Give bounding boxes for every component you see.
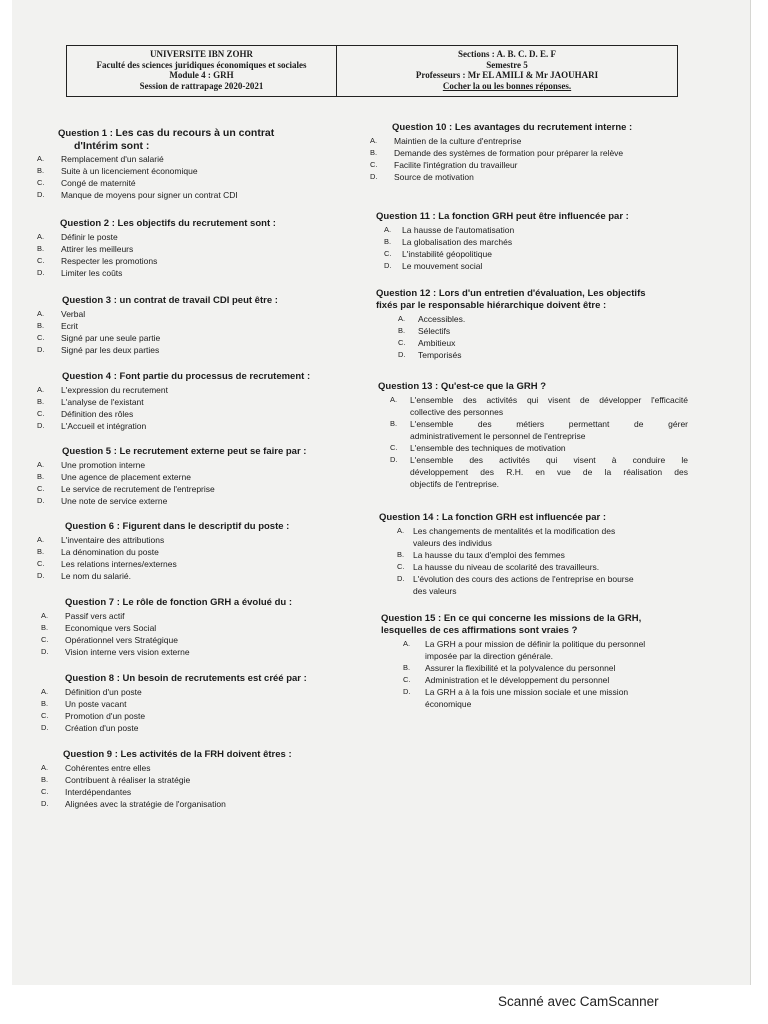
- option-b[interactable]: B. Contribuent à réaliser la stratégie: [41, 775, 191, 785]
- question-title: Question 15 : En ce qui concerne les missions de la GRH,: [381, 613, 642, 624]
- option-b[interactable]: B. Un poste vacant: [41, 699, 127, 709]
- option-a[interactable]: A. L'inventaire des attributions: [37, 535, 165, 545]
- option-c[interactable]: C. Promotion d'un poste: [41, 711, 146, 721]
- option-a[interactable]: A. Verbal: [37, 309, 86, 319]
- option-c[interactable]: C. Les relations internes/externes: [37, 559, 177, 569]
- question-title: Question 12 : Lors d'un entretien d'évaluation, Les objectifs: [376, 288, 646, 299]
- option-a[interactable]: A. Cohérentes entre elles: [41, 763, 151, 773]
- option-d[interactable]: D. L'évolution des cours des actions de l'entreprise en bourse des valeurs: [397, 574, 634, 596]
- options-list: [376, 313, 696, 361]
- options-list: [370, 135, 690, 183]
- option-b[interactable]: B. L'ensemble des métiers permettant de gérer administrativement le personnel de l'entreprise: [390, 419, 688, 441]
- question-title: Question 8 : Un besoin de recrutements est créé par :: [65, 673, 307, 684]
- option-d[interactable]: D. Vision interne vers vision externe: [41, 647, 190, 657]
- question-title: Question 3 : un contrat de travail CDI peut être :: [62, 295, 278, 306]
- header-right-cell: [337, 46, 677, 96]
- question-15: [381, 613, 691, 710]
- question-title: Question 1 : Les cas du recours à un contrat: [58, 127, 275, 139]
- question-title: Question 9 : Les activités de la FRH doivent êtres :: [63, 749, 292, 760]
- question-10: [370, 122, 690, 183]
- option-c[interactable]: C. Opérationnel vers Stratégique: [41, 635, 178, 645]
- question-3: [37, 295, 327, 356]
- question-title-line2: d'Intérim sont :: [74, 140, 150, 152]
- options-list: [37, 153, 327, 201]
- options-list: [379, 525, 689, 597]
- option-d[interactable]: D. Temporisés: [398, 350, 462, 360]
- option-d[interactable]: D. L'ensemble des activités qui visent à conduire le développement des R.H. en vue de la réalisation des objectifs de l'entreprise.: [390, 455, 688, 489]
- question-4: [37, 371, 337, 432]
- option-c[interactable]: C. Interdépendantes: [41, 787, 132, 797]
- question-title: Question 2 : Les objectifs du recrutement sont :: [60, 218, 276, 229]
- options-list: [37, 384, 337, 432]
- scanner-watermark: Scanné avec CamScanner: [498, 994, 659, 1009]
- faculty-name: Faculté des sciences juridiques économiques et sociales: [96, 59, 307, 70]
- option-a[interactable]: A. Remplacement d'un salarié: [37, 154, 164, 164]
- sections-line: Sections : A. B. C. D. E. F: [457, 49, 556, 59]
- option-d[interactable]: D. La GRH a à la fois une mission sociale et une mission économique: [403, 687, 629, 709]
- header-left-cell: [67, 46, 337, 96]
- option-b[interactable]: B. Ecrit: [37, 321, 78, 331]
- option-c[interactable]: C. Facilite l'intégration du travailleur: [370, 160, 518, 170]
- option-b[interactable]: B. Assurer la flexibilité et la polyvalence du personnel: [403, 663, 616, 673]
- option-c[interactable]: C. Signé par une seule partie: [37, 333, 161, 343]
- option-b[interactable]: B. L'analyse de l'existant: [37, 397, 144, 407]
- university-name: UNIVERSITE IBN ZOHR: [149, 49, 254, 59]
- option-a[interactable]: A. Passif vers actif: [41, 611, 125, 621]
- option-c[interactable]: C. Respecter les promotions: [37, 256, 158, 266]
- option-c[interactable]: C. Le service de recrutement de l'entreprise: [37, 484, 215, 494]
- option-a[interactable]: A. Maintien de la culture d'entreprise: [370, 136, 522, 146]
- option-d[interactable]: D. Création d'un poste: [41, 723, 139, 733]
- option-a[interactable]: A. Accessibles.: [398, 314, 466, 324]
- option-b[interactable]: B. Suite à un licenciement économique: [37, 166, 198, 176]
- options-list: [381, 638, 691, 710]
- option-a[interactable]: A. La GRH a pour mission de définir la politique du personnel imposée par la direction générale.: [403, 639, 646, 661]
- option-c[interactable]: C. Définition des rôles: [37, 409, 134, 419]
- question-13: [378, 381, 688, 490]
- option-b[interactable]: B. Sélectifs: [398, 326, 451, 336]
- option-d[interactable]: D. Le mouvement social: [384, 261, 483, 271]
- option-b[interactable]: B. La dénomination du poste: [37, 547, 159, 557]
- options-list: [41, 762, 341, 810]
- module-name: Module 4 : GRH: [169, 70, 234, 80]
- question-title-line2: lesquelles de ces affirmations sont vraies ?: [381, 625, 578, 636]
- option-b[interactable]: B. Economique vers Social: [41, 623, 157, 633]
- options-list: [376, 224, 696, 272]
- question-title: Question 5 : Le recrutement externe peut se faire par :: [62, 446, 307, 457]
- option-c[interactable]: C. Administration et le développement du personnel: [403, 675, 610, 685]
- option-a[interactable]: A. Définition d'un poste: [41, 687, 142, 697]
- semester-line: Semestre 5: [486, 59, 528, 70]
- options-list: [37, 308, 327, 356]
- option-c[interactable]: C. La hausse du niveau de scolarité des travailleurs.: [397, 562, 600, 572]
- question-5: [37, 446, 337, 507]
- question-title-line2: fixés par le responsable hiérarchique doivent être :: [376, 300, 607, 311]
- question-6: [37, 521, 337, 582]
- question-9: [41, 749, 341, 810]
- question-11: [376, 211, 696, 272]
- option-d[interactable]: D. Alignées avec la stratégie de l'organisation: [41, 799, 226, 809]
- option-a[interactable]: A. La hausse de l'automatisation: [384, 225, 515, 235]
- option-c[interactable]: C. L'ensemble des techniques de motivation: [390, 443, 566, 453]
- options-list: [37, 231, 327, 279]
- option-a[interactable]: A. Définir le poste: [37, 232, 118, 242]
- question-title: Question 13 : Qu'est-ce que la GRH ?: [378, 381, 547, 392]
- exam-header-table: [66, 45, 678, 97]
- options-list: [41, 686, 341, 734]
- option-a[interactable]: A. L'ensemble des activités qui visent de développer l'efficacité collective des personnes: [390, 395, 688, 417]
- question-12: [376, 288, 696, 361]
- options-list: [37, 534, 337, 582]
- option-b[interactable]: B. Une agence de placement externe: [37, 472, 191, 482]
- option-a[interactable]: A. Les changements de mentalités et la modification des valeurs des individus: [397, 526, 616, 548]
- question-title: Question 11 : La fonction GRH peut être influencée par :: [376, 211, 629, 222]
- session-name: Session de rattrapage 2020-2021: [139, 80, 264, 91]
- instructions-line: Cocher la ou les bonnes réponses.: [442, 80, 572, 91]
- options-list: [41, 610, 341, 658]
- options-list: [37, 459, 337, 507]
- options-list: [378, 394, 688, 490]
- option-b[interactable]: B. Demande des systèmes de formation pour préparer la relève: [370, 148, 624, 158]
- option-d[interactable]: D. Source de motivation: [370, 172, 474, 182]
- option-a[interactable]: A. Une promotion interne: [37, 460, 146, 470]
- option-d[interactable]: D. Une note de service externe: [37, 496, 168, 506]
- option-b[interactable]: B. Attirer les meilleurs: [37, 244, 134, 254]
- option-d[interactable]: D. Le nom du salarié.: [37, 571, 131, 581]
- option-b[interactable]: B. La globalisation des marchés: [384, 237, 513, 247]
- option-d[interactable]: D. L'Accueil et intégration: [37, 421, 147, 431]
- option-c[interactable]: C. Ambitieux: [398, 338, 456, 348]
- option-d[interactable]: D. Manque de moyens pour signer un contrat CDI: [37, 190, 238, 200]
- question-title: Question 4 : Font partie du processus de recrutement :: [62, 371, 311, 382]
- option-c[interactable]: C. Congé de maternité: [37, 178, 136, 188]
- option-d[interactable]: D. Limiter les coûts: [37, 268, 123, 278]
- question-title: Question 7 : Le rôle de fonction GRH a évolué du :: [65, 597, 292, 608]
- question-1: [37, 127, 327, 201]
- professors-line: Professeurs : Mr EL AMILI & Mr JAOUHARI: [415, 70, 599, 80]
- question-title: Question 6 : Figurent dans le descriptif du poste :: [65, 521, 290, 532]
- question-7: [41, 597, 341, 658]
- option-c[interactable]: C. L'instabilité géopolitique: [384, 249, 492, 259]
- question-2: [37, 218, 327, 279]
- question-title: Question 14 : La fonction GRH est influencée par :: [379, 512, 606, 523]
- question-8: [41, 673, 341, 734]
- question-14: [379, 512, 689, 597]
- option-d[interactable]: D. Signé par les deux parties: [37, 345, 160, 355]
- option-b[interactable]: B. La hausse du taux d'emploi des femmes: [397, 550, 565, 560]
- option-a[interactable]: A. L'expression du recrutement: [37, 385, 168, 395]
- question-title: Question 10 : Les avantages du recrutement interne :: [392, 122, 633, 133]
